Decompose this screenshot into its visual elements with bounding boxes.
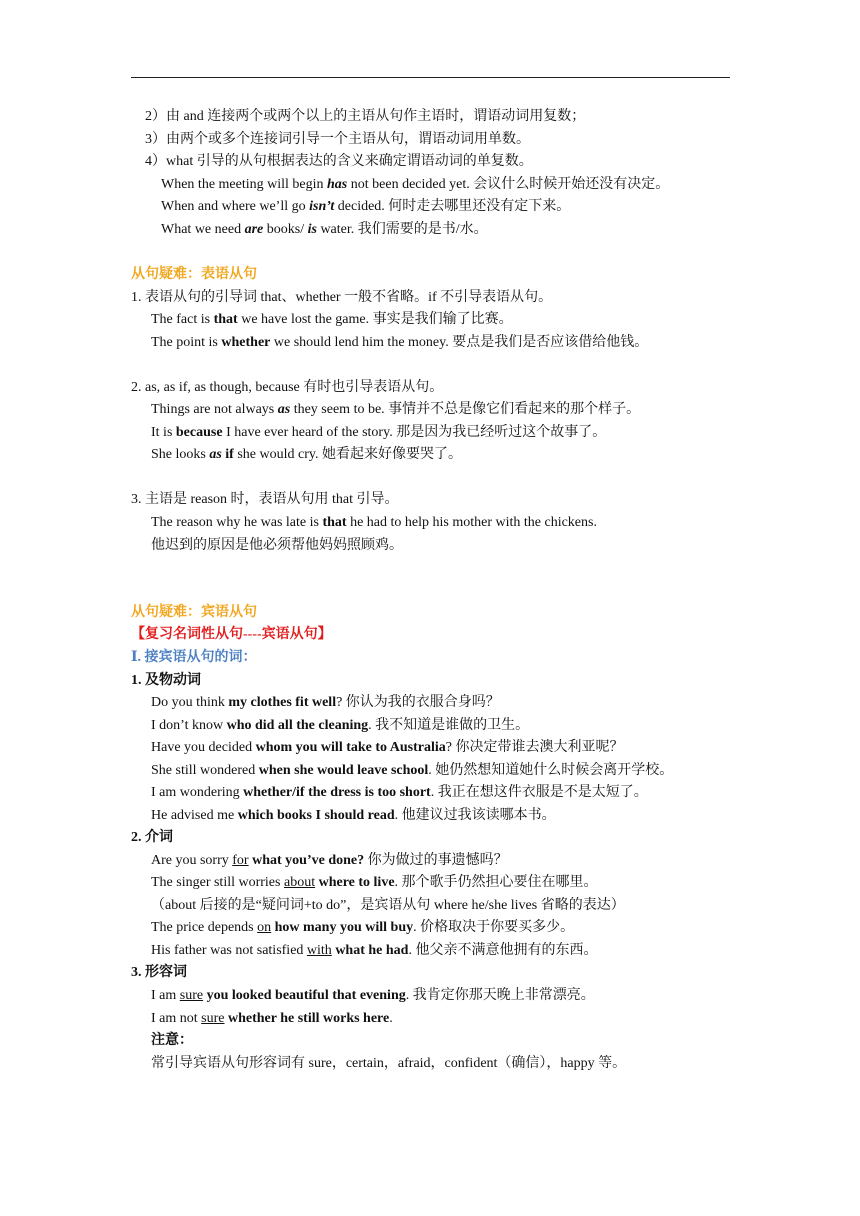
object-subheading: Ⅰ. 接宾语从句的词： bbox=[131, 650, 257, 665]
prep-example: His father was not satisfied with what he had. 他父亲不满意他拥有的东西。 bbox=[151, 943, 598, 958]
header-rule bbox=[131, 77, 730, 78]
rule-2: 2）由 and 连接两个或两个以上的主语从句作主语时，谓语动词用复数； bbox=[145, 109, 586, 124]
common-adjectives-note: 常引导宾语从句形容词有 sure，certain，afraid，confident（确信），happy 等。 bbox=[151, 1056, 627, 1071]
verb-example: I am wondering whether/if the dress is too short. 我正在想这件衣服是不是太短了。 bbox=[151, 785, 648, 800]
predicative-example: She looks as if she would cry. 她看起来好像要哭了。 bbox=[151, 447, 462, 462]
predicative-heading: 从句疑难：表语从句 bbox=[131, 267, 257, 282]
subject-example-3: What we need are books/ is water. 我们需要的是书/水。 bbox=[161, 222, 488, 237]
predicative-point-2: 2. as, as if, as though, because 有时也引导表语从句。 bbox=[131, 380, 444, 395]
subject-example-1: When the meeting will begin has not been decided yet. 会议什么时候开始还没有决定。 bbox=[161, 177, 670, 192]
verb-example: She still wondered when she would leave school. 她仍然想知道她什么时候会离开学校。 bbox=[151, 763, 674, 778]
predicative-example: Things are not always as they seem to be. 事情并不总是像它们看起来的那个样子。 bbox=[151, 402, 641, 417]
predicative-point-3: 3. 主语是 reason 时，表语从句用 that 引导。 bbox=[131, 492, 399, 507]
predicative-example: It is because I have ever heard of the story. 那是因为我已经听过这个故事了。 bbox=[151, 425, 607, 440]
predicative-point-1: 1. 表语从句的引导词 that、whether 一般不省略。if 不引导表语从句。 bbox=[131, 290, 553, 305]
prep-example: The price depends on how many you will buy. 价格取决于你要买多少。 bbox=[151, 920, 575, 935]
object-heading: 从句疑难：宾语从句 bbox=[131, 605, 257, 620]
adj-example: I am sure you looked beautiful that evening. 我肯定你那天晚上非常漂亮。 bbox=[151, 988, 595, 1003]
prep-example: Are you sorry for what you’ve done? 你为做过的事遗憾吗？ bbox=[151, 853, 508, 868]
verb-example: Have you decided whom you will take to Australia? 你决定带谁去澳大利亚呢？ bbox=[151, 740, 624, 755]
preps-title: 2. 介词 bbox=[131, 830, 173, 845]
verb-example: I don’t know who did all the cleaning. 我不知道是谁做的卫生。 bbox=[151, 718, 530, 733]
verb-example: Do you think my clothes fit well? 你认为我的衣服合身吗？ bbox=[151, 695, 500, 710]
prep-example: The singer still worries about where to live. 那个歌手仍然担心要住在哪里。 bbox=[151, 875, 598, 890]
rule-4: 4）what 引导的从句根据表达的含义来确定谓语动词的单复数。 bbox=[145, 154, 533, 169]
subject-example-2: When and where we’ll go isn’t decided. 何时走去哪里还没有定下来。 bbox=[161, 199, 571, 214]
predicative-translation: 他迟到的原因是他必须帮他妈妈照顾鸡。 bbox=[151, 538, 403, 553]
verb-example: He advised me which books I should read. 他建议过我该读哪本书。 bbox=[151, 808, 556, 823]
adj-example: I am not sure whether he still works here. bbox=[151, 1011, 393, 1026]
prep-note: （about 后接的是“疑问词+to do”，是宾语从句 where he/she lives 省略的表达） bbox=[151, 898, 625, 913]
predicative-example: The point is whether we should lend him the money. 要点是我们是否应该借给他钱。 bbox=[151, 335, 649, 350]
verbs-title: 1. 及物动词 bbox=[131, 673, 201, 688]
rule-3: 3）由两个或多个连接词引导一个主语从句，谓语动词用单数。 bbox=[145, 132, 530, 147]
adjs-title: 3. 形容词 bbox=[131, 965, 187, 980]
attention-label: 注意： bbox=[151, 1033, 193, 1048]
predicative-example: The reason why he was late is that he had to help his mother with the chickens. bbox=[151, 515, 597, 530]
object-review-title: 【复习名词性从句----宾语从句】 bbox=[131, 627, 332, 642]
predicative-example: The fact is that we have lost the game. 事实是我们输了比赛。 bbox=[151, 312, 513, 327]
